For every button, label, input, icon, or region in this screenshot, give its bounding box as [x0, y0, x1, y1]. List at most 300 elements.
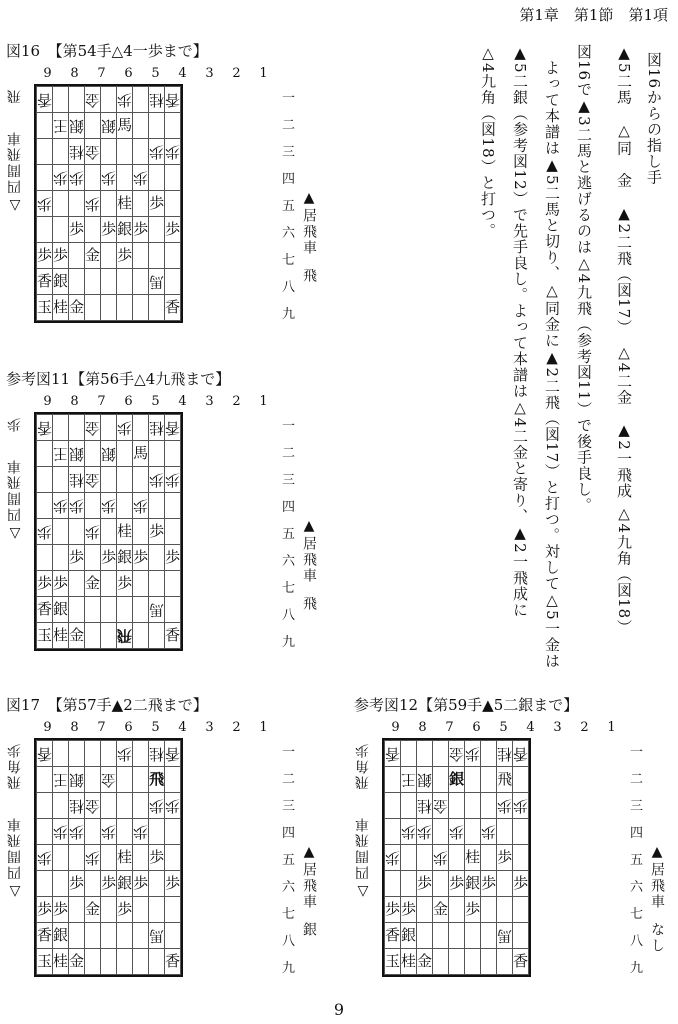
board-square	[37, 415, 53, 441]
board-square	[53, 845, 69, 871]
board-square	[465, 923, 481, 949]
board-rank	[37, 871, 181, 897]
shogi-piece: 馬	[117, 116, 133, 134]
shogi-piece: 歩	[149, 522, 165, 540]
shogi-piece: 馬	[149, 601, 165, 619]
shogi-piece: 桂	[149, 419, 165, 437]
board-square	[101, 545, 117, 571]
board-square	[133, 949, 149, 975]
diagram-title: 図16 【第54手△4一歩まで】	[6, 42, 208, 60]
board-square	[481, 845, 497, 871]
sente-mark: ▲	[301, 190, 317, 208]
board-square	[401, 767, 417, 793]
board-square	[53, 597, 69, 623]
shogi-board	[382, 738, 531, 977]
board-square	[69, 467, 85, 493]
board-square	[85, 269, 101, 295]
board-square	[133, 597, 149, 623]
shogi-piece: 歩	[385, 900, 401, 918]
rank-label: 一	[282, 91, 296, 106]
board-square	[481, 871, 497, 897]
board-square	[165, 441, 181, 467]
shogi-piece: 金	[85, 419, 101, 437]
file-label: 7	[97, 66, 106, 81]
shogi-piece: 歩	[449, 823, 465, 841]
shogi-piece: 金	[69, 298, 85, 316]
sente-mark: ▲	[301, 844, 317, 862]
board-square	[165, 217, 181, 243]
shogi-piece: 香	[37, 91, 53, 109]
shogi-piece: 馬	[133, 444, 149, 462]
board-square	[101, 949, 117, 975]
rank-label: 八	[282, 934, 296, 949]
gote-mark: ▽	[355, 883, 371, 901]
board-square	[465, 871, 481, 897]
shogi-piece: 歩	[117, 91, 133, 109]
shogi-piece: 歩	[417, 874, 433, 892]
shogi-piece: 金	[69, 626, 85, 644]
board-square	[85, 243, 101, 269]
shogi-piece: 歩	[149, 143, 165, 161]
board-square	[449, 871, 465, 897]
board-square	[53, 165, 69, 191]
board-square	[53, 923, 69, 949]
board-square	[53, 819, 69, 845]
board-square	[101, 597, 117, 623]
board-square	[149, 113, 165, 139]
rank-labels	[282, 413, 295, 656]
board-square	[85, 571, 101, 597]
board-square	[69, 845, 85, 871]
board-square	[37, 545, 53, 571]
board-square	[37, 139, 53, 165]
board-square	[433, 845, 449, 871]
board-square	[481, 819, 497, 845]
shogi-piece: 金	[85, 900, 101, 918]
board-square	[149, 139, 165, 165]
sente-player-name: 居飛車	[301, 208, 317, 256]
board-square	[69, 191, 85, 217]
board-square	[85, 467, 101, 493]
gote-hand: 歩	[7, 416, 23, 432]
board-square	[37, 467, 53, 493]
board-rank	[37, 897, 181, 923]
board-square	[53, 87, 69, 113]
rank-labels	[630, 739, 643, 982]
board-square	[69, 571, 85, 597]
board-rank	[37, 441, 181, 467]
board-square	[37, 493, 53, 519]
board-square	[165, 571, 181, 597]
board-square	[385, 741, 401, 767]
board-square	[117, 571, 133, 597]
board-square	[117, 871, 133, 897]
shogi-piece: 銀	[69, 445, 85, 463]
board-rank	[37, 741, 181, 767]
board-square	[481, 923, 497, 949]
board-square	[149, 295, 165, 321]
shogi-piece: 桂	[149, 745, 165, 763]
board-square	[149, 87, 165, 113]
shogi-piece: 玉	[37, 626, 53, 644]
board-square	[37, 597, 53, 623]
board-square	[69, 545, 85, 571]
gote-player-name: 四間飛車	[355, 816, 371, 880]
board-square	[165, 295, 181, 321]
shogi-piece: 歩	[69, 823, 85, 841]
file-label: 5	[151, 720, 160, 735]
shogi-piece: 金	[85, 797, 101, 815]
shogi-piece: 王	[53, 117, 69, 135]
board-square	[385, 871, 401, 897]
board-square	[149, 949, 165, 975]
board-square	[117, 441, 133, 467]
shogi-piece: 王	[53, 445, 69, 463]
shogi-piece: 歩	[117, 419, 133, 437]
rank-label: 三	[282, 473, 296, 488]
board-square	[69, 87, 85, 113]
shogi-piece: 銀	[465, 874, 481, 892]
file-label: 6	[472, 720, 481, 735]
board-square	[513, 845, 529, 871]
board-square	[37, 441, 53, 467]
text-column-3: 図16で▲3二馬と逃げるのは△4九飛（参考図11）で後手良し。	[575, 44, 593, 514]
board-square	[85, 623, 101, 649]
board-rank	[37, 949, 181, 975]
shogi-piece: 歩	[69, 874, 85, 892]
shogi-piece: 歩	[101, 169, 117, 187]
board-square	[385, 819, 401, 845]
rank-label: 八	[630, 934, 644, 949]
board-square	[101, 897, 117, 923]
board-rank	[37, 269, 181, 295]
rank-label: 九	[282, 307, 296, 322]
board-rank	[37, 295, 181, 321]
board-square	[53, 897, 69, 923]
board-rank	[385, 819, 529, 845]
board-square	[497, 767, 513, 793]
shogi-piece: 歩	[385, 849, 401, 867]
file-label: 2	[232, 394, 241, 409]
board-square	[433, 741, 449, 767]
board-rank	[385, 845, 529, 871]
board-square	[165, 741, 181, 767]
board-square	[101, 217, 117, 243]
board-square	[69, 269, 85, 295]
board-square	[513, 949, 529, 975]
rank-label: 二	[282, 446, 296, 461]
shogi-piece: 香	[513, 952, 529, 970]
board-square	[69, 519, 85, 545]
shogi-piece: 銀	[449, 770, 465, 788]
shogi-piece: 桂	[69, 471, 85, 489]
board-square	[69, 923, 85, 949]
shogi-piece: 金	[449, 745, 465, 763]
board-square	[417, 767, 433, 793]
rank-label: 六	[282, 226, 296, 241]
board-square	[117, 923, 133, 949]
board-square	[433, 767, 449, 793]
board-square	[465, 793, 481, 819]
shogi-piece: 桂	[417, 797, 433, 815]
shogi-piece: 桂	[497, 745, 513, 763]
rank-labels	[282, 739, 295, 982]
file-label: 8	[70, 720, 79, 735]
board-square	[433, 819, 449, 845]
board-square	[165, 269, 181, 295]
shogi-piece: 銀	[117, 220, 133, 238]
board-square	[37, 269, 53, 295]
board-square	[133, 415, 149, 441]
board-square	[449, 793, 465, 819]
board-square	[165, 415, 181, 441]
board-square	[37, 767, 53, 793]
board-square	[401, 871, 417, 897]
sente-mark: ▲	[649, 844, 665, 862]
board-square	[101, 139, 117, 165]
shogi-piece: 桂	[117, 194, 133, 212]
board-square	[465, 949, 481, 975]
board-square	[37, 87, 53, 113]
board-square	[85, 519, 101, 545]
board-square	[401, 949, 417, 975]
shogi-piece: 香	[513, 745, 529, 763]
board-rank	[37, 519, 181, 545]
rank-label: 五	[282, 853, 296, 868]
chapter-header: 第1章 第1節 第1項	[519, 6, 668, 24]
shogi-piece: 銀	[101, 117, 117, 135]
shogi-piece: 歩	[53, 169, 69, 187]
board-rank	[37, 217, 181, 243]
board-square	[117, 793, 133, 819]
board-square	[101, 623, 117, 649]
board-square	[85, 949, 101, 975]
board-square	[85, 139, 101, 165]
board-square	[165, 165, 181, 191]
text-column-2: ▲5二馬 △同 金 ▲2二飛（図17） △4二金 ▲2一飛成 △4九角（図18）	[615, 44, 633, 636]
board-square	[417, 845, 433, 871]
shogi-piece: 銀	[69, 771, 85, 789]
board-square	[37, 923, 53, 949]
file-label: 2	[232, 720, 241, 735]
board-rank	[37, 923, 181, 949]
sente-hand-info	[302, 844, 316, 938]
rank-label: 四	[282, 500, 296, 515]
board-square	[101, 923, 117, 949]
shogi-piece: 歩	[149, 471, 165, 489]
board-square	[417, 923, 433, 949]
shogi-piece: 金	[433, 900, 449, 918]
sente-player-name: 居飛車	[649, 862, 665, 910]
board-square	[417, 741, 433, 767]
board-square	[497, 897, 513, 923]
board-square	[85, 767, 101, 793]
rank-label: 九	[282, 961, 296, 976]
file-label: 9	[43, 720, 52, 735]
board-square	[513, 741, 529, 767]
sente-hand-info	[302, 190, 316, 284]
shogi-piece: 歩	[165, 471, 181, 489]
board-square	[69, 623, 85, 649]
board-square	[165, 493, 181, 519]
board-square	[85, 113, 101, 139]
board-square	[85, 217, 101, 243]
shogi-piece: 歩	[401, 823, 417, 841]
rank-label: 五	[630, 853, 644, 868]
board-square	[433, 871, 449, 897]
board-square	[165, 897, 181, 923]
rank-label: 一	[282, 419, 296, 434]
board-square	[481, 897, 497, 923]
board-square	[149, 871, 165, 897]
shogi-piece: 歩	[101, 823, 117, 841]
shogi-piece: 歩	[133, 497, 149, 515]
board-square	[417, 897, 433, 923]
board-square	[37, 519, 53, 545]
shogi-piece: 歩	[53, 900, 69, 918]
board-square	[449, 767, 465, 793]
shogi-piece: 歩	[53, 497, 69, 515]
rank-label: 九	[630, 961, 644, 976]
board-square	[465, 845, 481, 871]
file-label: 5	[151, 394, 160, 409]
shogi-piece: 玉	[37, 298, 53, 316]
shogi-piece: 歩	[133, 874, 149, 892]
diagram-title: 図17 【第57手▲2二飛まで】	[6, 696, 208, 714]
board-square	[37, 845, 53, 871]
board-rank	[37, 767, 181, 793]
board-square	[117, 545, 133, 571]
board-square	[85, 441, 101, 467]
shogi-piece: 歩	[449, 874, 465, 892]
shogi-board	[34, 738, 183, 977]
board-rank	[385, 767, 529, 793]
board-square	[117, 113, 133, 139]
rank-label: 九	[282, 635, 296, 650]
board-square	[149, 545, 165, 571]
board-square	[401, 793, 417, 819]
shogi-piece: 金	[85, 471, 101, 489]
shogi-piece: 歩	[165, 143, 181, 161]
board-square	[133, 923, 149, 949]
board-square	[53, 295, 69, 321]
board-square	[385, 767, 401, 793]
board-square	[69, 741, 85, 767]
board-square	[513, 897, 529, 923]
board-square	[449, 897, 465, 923]
board-square	[69, 243, 85, 269]
rank-label: 四	[630, 826, 644, 841]
board-rank	[37, 623, 181, 649]
shogi-piece: 歩	[433, 849, 449, 867]
board-square	[165, 923, 181, 949]
sente-player-name: 居飛車	[301, 862, 317, 910]
file-label: 8	[70, 66, 79, 81]
board-square	[433, 897, 449, 923]
gote-hand: 飛角歩	[355, 742, 371, 790]
shogi-piece: 銀	[401, 926, 417, 944]
board-rank	[385, 897, 529, 923]
rank-label: 一	[282, 745, 296, 760]
board-rank	[37, 571, 181, 597]
board-square	[433, 949, 449, 975]
board-square	[401, 897, 417, 923]
board-square	[69, 217, 85, 243]
board-square	[133, 269, 149, 295]
board-square	[417, 871, 433, 897]
shogi-piece: 歩	[481, 823, 497, 841]
board-square	[117, 519, 133, 545]
rank-label: 四	[282, 826, 296, 841]
shogi-piece: 歩	[69, 497, 85, 515]
board-square	[165, 139, 181, 165]
board-square	[513, 819, 529, 845]
shogi-board	[34, 84, 183, 323]
file-label: 7	[97, 720, 106, 735]
board-square	[69, 819, 85, 845]
file-label: 8	[418, 720, 427, 735]
board-square	[53, 191, 69, 217]
file-label: 5	[499, 720, 508, 735]
board-square	[101, 269, 117, 295]
file-label: 9	[391, 720, 400, 735]
board-square	[133, 295, 149, 321]
board-square	[37, 897, 53, 923]
board-square	[165, 113, 181, 139]
board-square	[149, 767, 165, 793]
board-square	[449, 741, 465, 767]
board-square	[53, 415, 69, 441]
board-square	[69, 793, 85, 819]
board-square	[385, 793, 401, 819]
board-square	[53, 269, 69, 295]
rank-label: 二	[630, 772, 644, 787]
rank-label: 三	[630, 799, 644, 814]
board-square	[149, 897, 165, 923]
board-square	[117, 243, 133, 269]
board-square	[149, 519, 165, 545]
board-square	[165, 87, 181, 113]
gote-mark: ▽	[7, 525, 23, 543]
file-label: 7	[97, 394, 106, 409]
shogi-piece: 香	[385, 926, 401, 944]
board-square	[101, 165, 117, 191]
board-square	[385, 949, 401, 975]
shogi-piece: 歩	[465, 900, 481, 918]
board-square	[497, 845, 513, 871]
board-square	[165, 767, 181, 793]
board-rank	[385, 793, 529, 819]
board-square	[69, 949, 85, 975]
board-square	[37, 623, 53, 649]
board-square	[165, 793, 181, 819]
board-square	[133, 139, 149, 165]
board-square	[497, 819, 513, 845]
shogi-piece: 歩	[53, 246, 69, 264]
board-square	[117, 217, 133, 243]
board-square	[53, 545, 69, 571]
board-rank	[37, 545, 181, 571]
board-square	[149, 165, 165, 191]
text-column-1: 図16からの指し手	[645, 52, 663, 186]
rank-label: 七	[282, 907, 296, 922]
shogi-piece: 玉	[385, 952, 401, 970]
shogi-piece: 歩	[165, 874, 181, 892]
board-square	[417, 793, 433, 819]
sente-hand-info	[650, 844, 664, 954]
board-square	[69, 415, 85, 441]
shogi-piece: 香	[385, 745, 401, 763]
